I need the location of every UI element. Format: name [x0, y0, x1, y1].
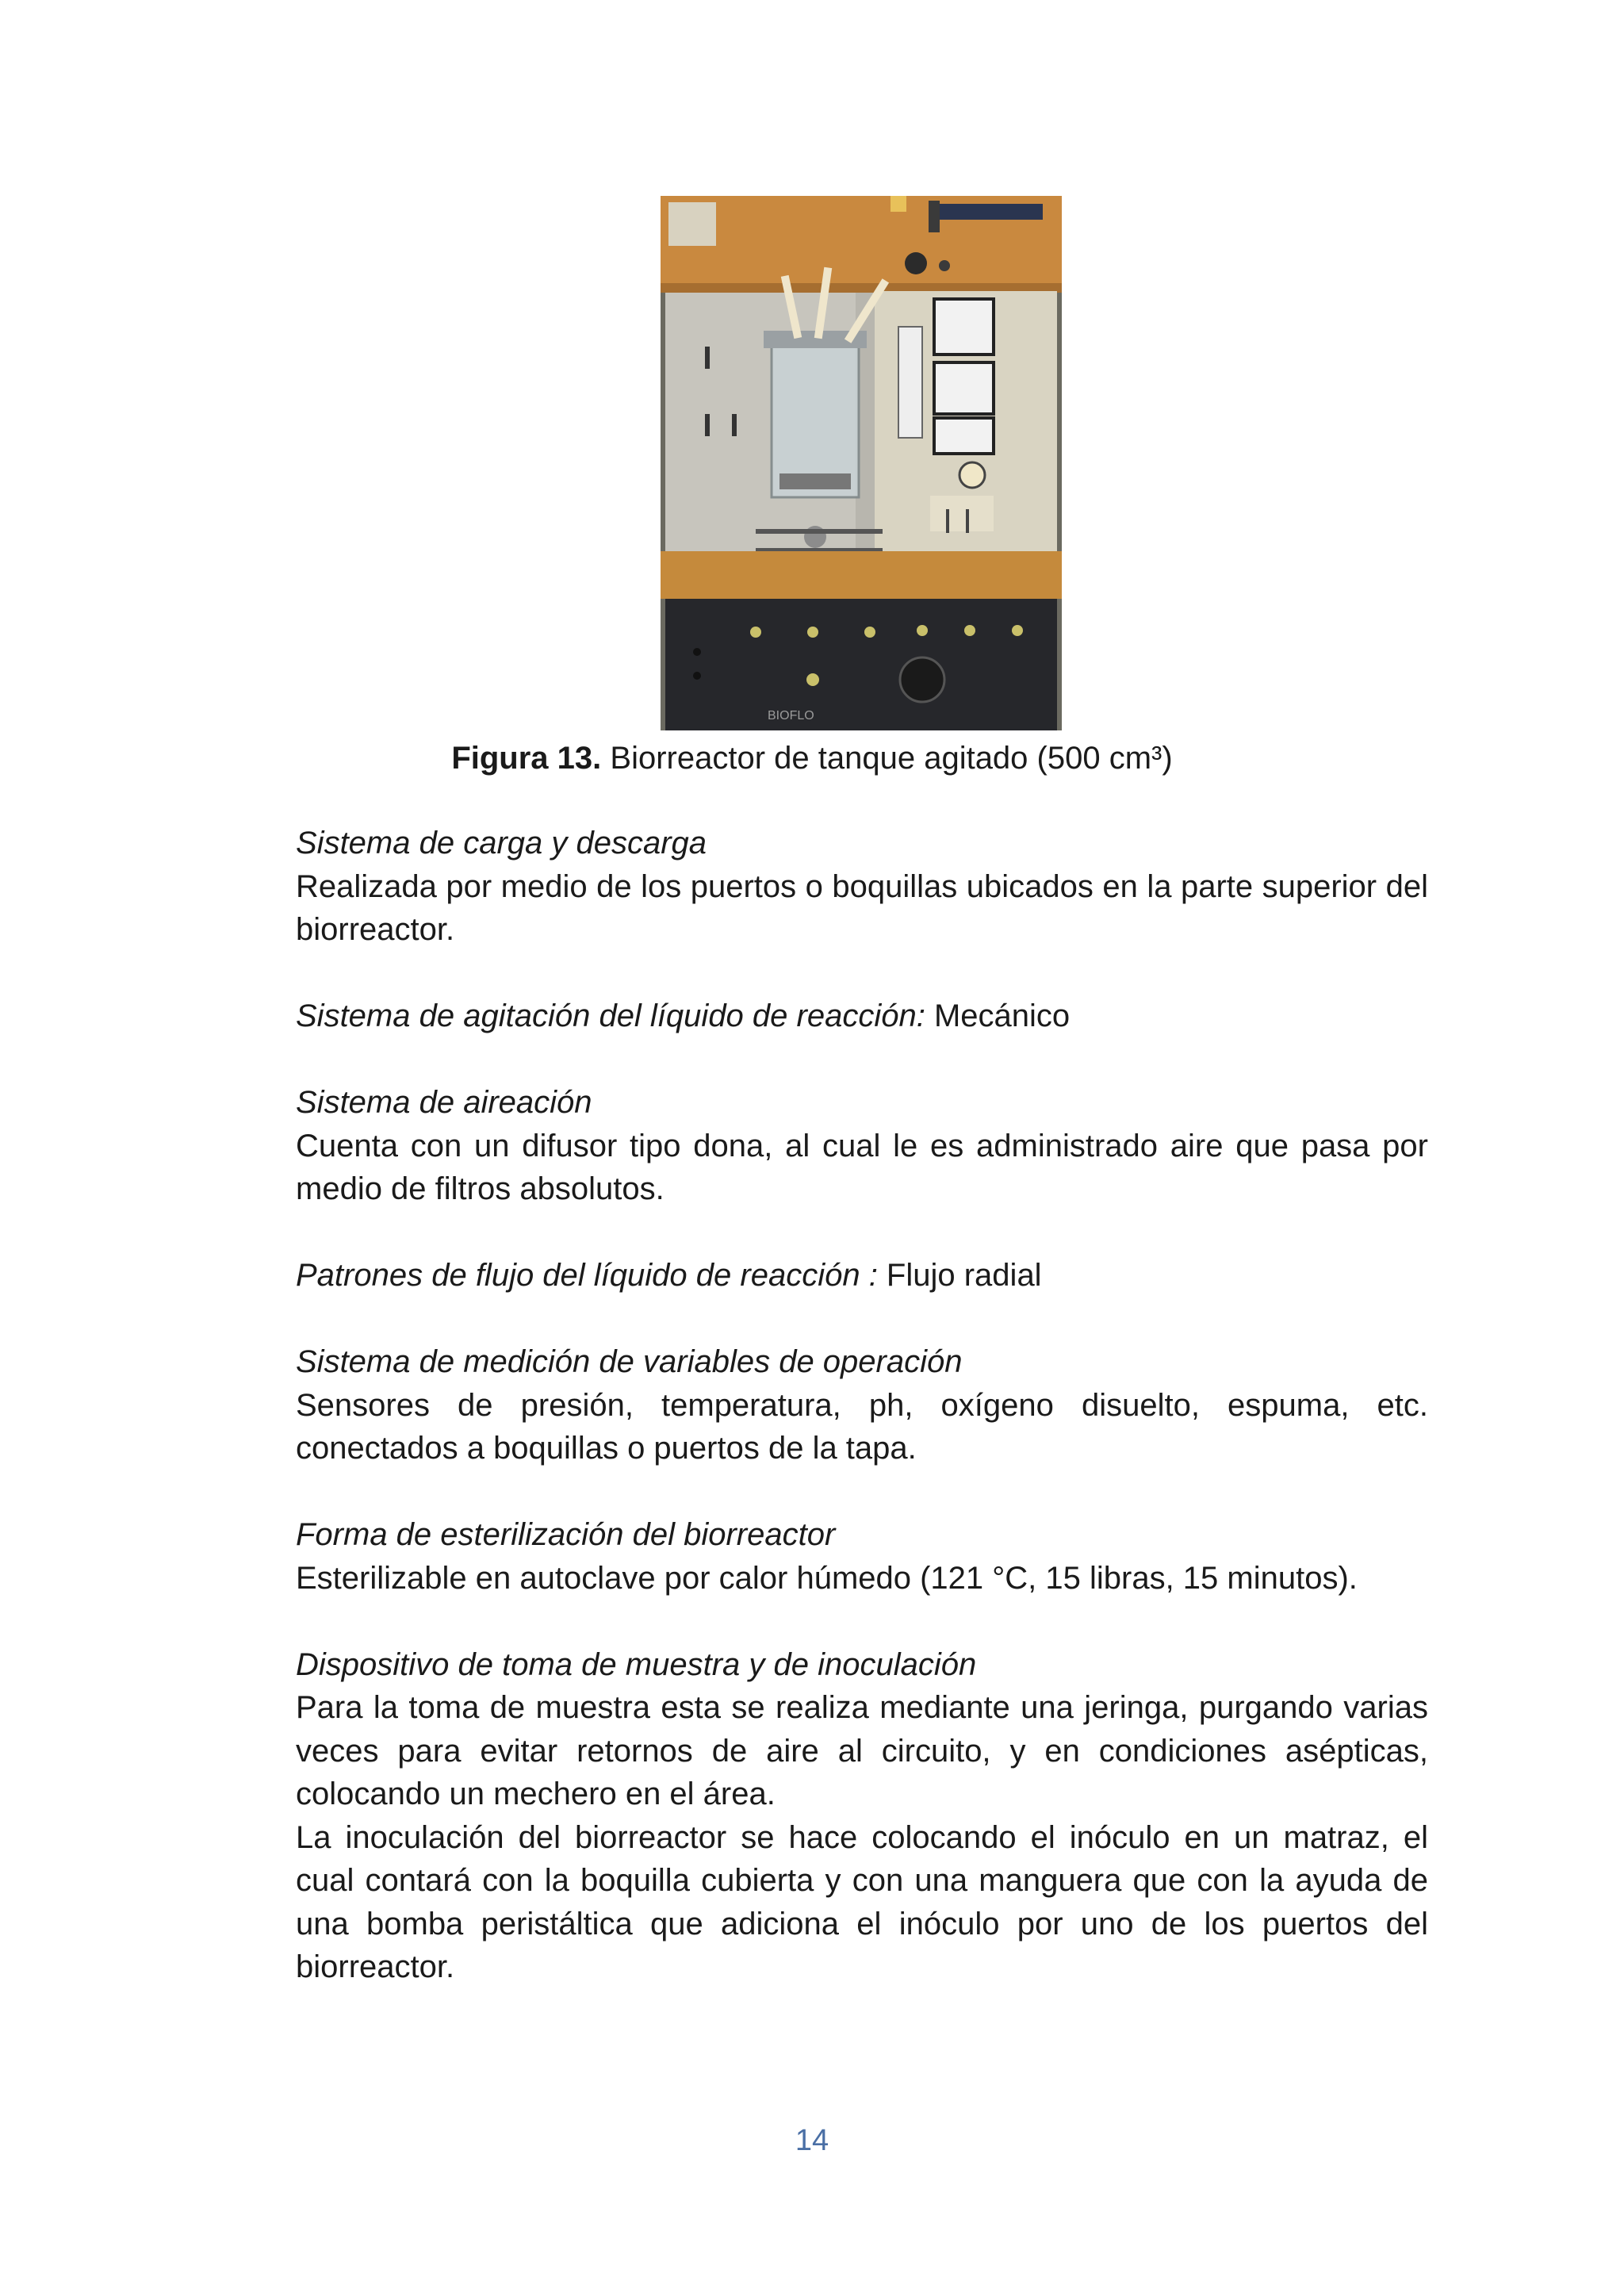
page-number: 14 [795, 2124, 829, 2157]
section-heading: Sistema de medición de variables de operación [296, 1344, 963, 1379]
section-body: Para la toma de muestra esta se realiza mediante una jeringa, purgando varias veces para evitar retornos de aire al circuito, y en condiciones asépticas, colocando un mechero en el área. [296, 1690, 1428, 1811]
section-heading: Forma de esterilización del biorreactor [296, 1517, 836, 1552]
figure-caption-text: Biorreactor de tanque agitado (500 cm³) [601, 741, 1173, 776]
section-body: La inoculación del biorreactor se hace colocando el inóculo en un matraz, el cual contará con la boquilla cubierta y con una manguera que con la ayuda de una bomba peristáltica que adiciona el inóculo por uno de los puertos del biorreactor. [296, 1819, 1428, 1984]
document-body [296, 822, 1428, 1989]
section-heading: Dispositivo de toma de muestra y de inoculación [296, 1646, 977, 1682]
bioreactor-photo [661, 196, 1062, 730]
section-inline [296, 1254, 1428, 1297]
figure-caption [0, 738, 1624, 779]
section-body: Sensores de presión, temperatura, ph, oxígeno disuelto, espuma, etc. conectados a boquillas o puertos de la tapa. [296, 1387, 1428, 1466]
section-body: Esterilizable en autoclave por calor húmedo (121 °C, 15 libras, 15 minutos). [296, 1560, 1358, 1596]
bioflo-label: BIOFLO [768, 709, 814, 723]
section-heading: Sistema de agitación del líquido de reacción: [296, 999, 925, 1033]
section-heading: Sistema de aireación [296, 1085, 592, 1120]
figure-caption-label: Figura 13. [451, 741, 602, 776]
section-heading: Sistema de carga y descarga [296, 826, 707, 861]
section-body: Realizada por medio de los puertos o boquillas ubicados en la parte superior del biorreactor. [296, 868, 1428, 947]
section-inline [296, 995, 1428, 1038]
section-body: Cuenta con un difusor tipo dona, al cual le es administrado aire que pasa por medio de filtros absolutos. [296, 1128, 1428, 1206]
section-inline-value: Flujo radial [877, 1258, 1042, 1293]
section-inline-value: Mecánico [925, 999, 1071, 1033]
section-heading: Patrones de flujo del líquido de reacción : [296, 1258, 878, 1293]
